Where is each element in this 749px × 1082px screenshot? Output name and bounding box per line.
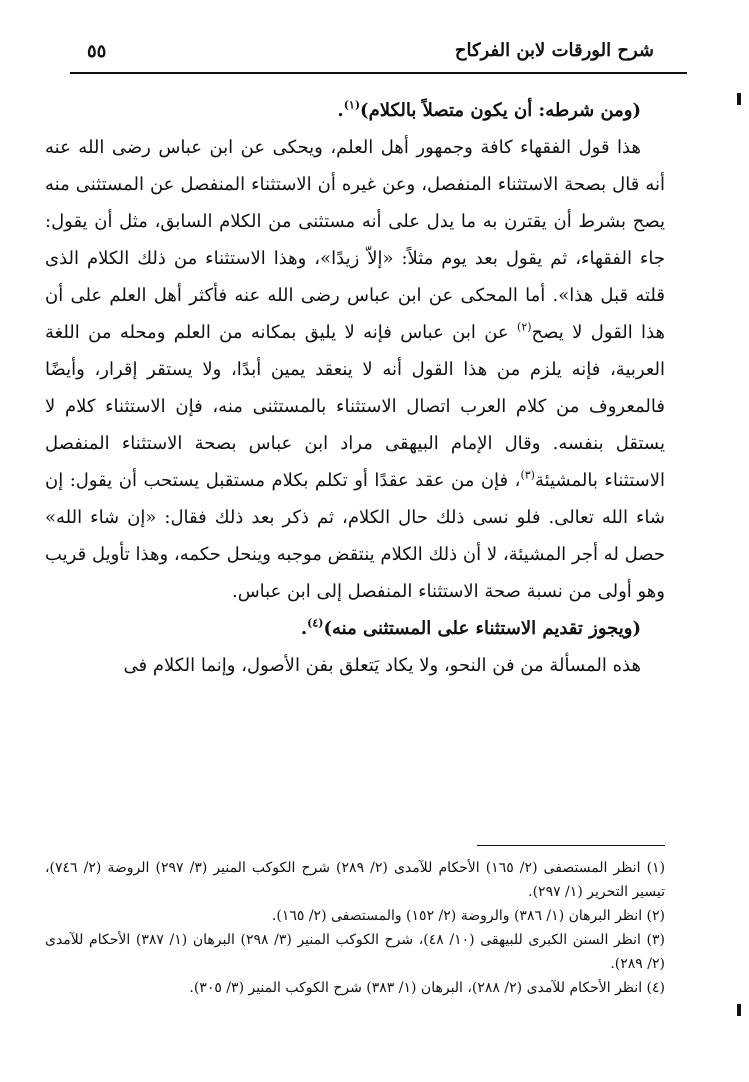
footnote-ref-3: (٣) bbox=[520, 468, 535, 482]
section-heading-2-tail: . bbox=[300, 618, 308, 639]
paragraph-1-part-1: هذا قول الفقهاء كافة وجمهور أهل العلم، ويحكى عن ابن عباس رضى الله عنه أنه قال بصحة الاستثناء المنفصل، وعن غيره أن الاستثناء المنفصل عن المستثنى منه يصح بشرط أن يقترن به ما يدل على أنه مستثنى من الكلام السابق، مثل أن يقول: جاء الفقهاء، ثم يقول بعد يوم مثلاً: «إلاّ زيدًا»، وهذا الاستثناء من ذلك الكلام الذى قلته قبل هذا». أما المحكى عن ابن عباس رضى الله عنه فأكثر أهل العلم على أن هذا القول لا يصح bbox=[45, 137, 666, 343]
margin-mark bbox=[737, 1004, 741, 1016]
paragraph-2: هذه المسألة من فن النحو، ولا يكاد يَتعلق بفن الأصول، وإنما الكلام فى bbox=[123, 655, 641, 676]
footnote-3: (٣) انظر السنن الكبرى للبيهقى (١٠/ ٤٨)، شرح الكوكب المنير (٣/ ٢٩٨) البرهان (١/ ٣٨٧) الأحكام للآمدى (٢/ ٢٨٩). bbox=[45, 932, 666, 972]
section-heading-1-text: (ومن شرطه: أن يكون متصلاً بالكلام) bbox=[360, 100, 641, 121]
footnote-1: (١) انظر المستصفى (٢/ ١٦٥) الأحكام للآمدى (٢/ ٢٨٩) شرح الكوكب المنير (٣/ ٢٩٧) الروضة (٢/ ٧٤٦)، تيسير التحرير (١/ ٢٩٧). bbox=[45, 860, 666, 900]
main-text bbox=[45, 92, 665, 684]
footnote-ref-4: (٤) bbox=[307, 616, 324, 630]
paragraph-1 bbox=[45, 129, 665, 610]
footnote-ref-1: (١) bbox=[343, 98, 361, 112]
section-heading-2 bbox=[45, 610, 665, 647]
section-heading-1 bbox=[45, 92, 665, 129]
footnotes bbox=[45, 856, 665, 1000]
paragraph-1-part-2: عن ابن عباس فإنه لا يليق بمكانه من العلم ومحله من اللغة العربية، فإنه يلزم من هذا القول أنه لا ينعقد يمين أبدًا، ولا يستقر إقرار، وأيضًا فالمعروف من كلام العرب اتصال الاستثناء بالمستثنى منه، فإن الاستثناء كلام لا يستقل بنفسه. وقال الإمام البيهقى مراد ابن عباس بصحة الاستثناء المنفصل الاستثناء بالمشيئة bbox=[45, 322, 665, 491]
running-title: شرح الورقات لابن الفركاح bbox=[454, 40, 654, 61]
paragraph-1-part-3: ، فإن من عقد عقدًا أو تكلم بكلام مستقبل يستحب أن يقول: إن شاء الله تعالى. فلو نسى ذلك حال الكلام، ثم ذكر بعد ذلك فقال: «إن شاء الله» حصل له أجر المشيئة، لا أن ذلك الكلام ينتقض موجبه وينحل حكمه، وهذا تأويل قريب وهو أولى من نسبة صحة الاستثناء المنفصل إلى ابن عباس. bbox=[45, 470, 665, 602]
footnote-4: (٤) انظر الأحكام للآمدى (٢/ ٢٨٨)، البرهان (١/ ٣٨٣) شرح الكوكب المنير (٣/ ٣٠٥). bbox=[189, 980, 665, 996]
footnote-2: (٢) انظر البرهان (١/ ٣٨٦) والروضة (٢/ ١٥٢) والمستصفى (٢/ ١٦٥). bbox=[271, 908, 665, 924]
margin-mark bbox=[737, 93, 741, 105]
page-number: ٥٥ bbox=[87, 41, 107, 62]
section-heading-2-text: (ويجوز تقديم الاستثناء على المستثنى منه) bbox=[323, 618, 641, 639]
footnote-ref-2: (٢) bbox=[517, 320, 532, 334]
section-heading-1-tail: . bbox=[337, 100, 344, 121]
footnote-separator bbox=[477, 845, 665, 846]
header-rule bbox=[70, 72, 687, 74]
